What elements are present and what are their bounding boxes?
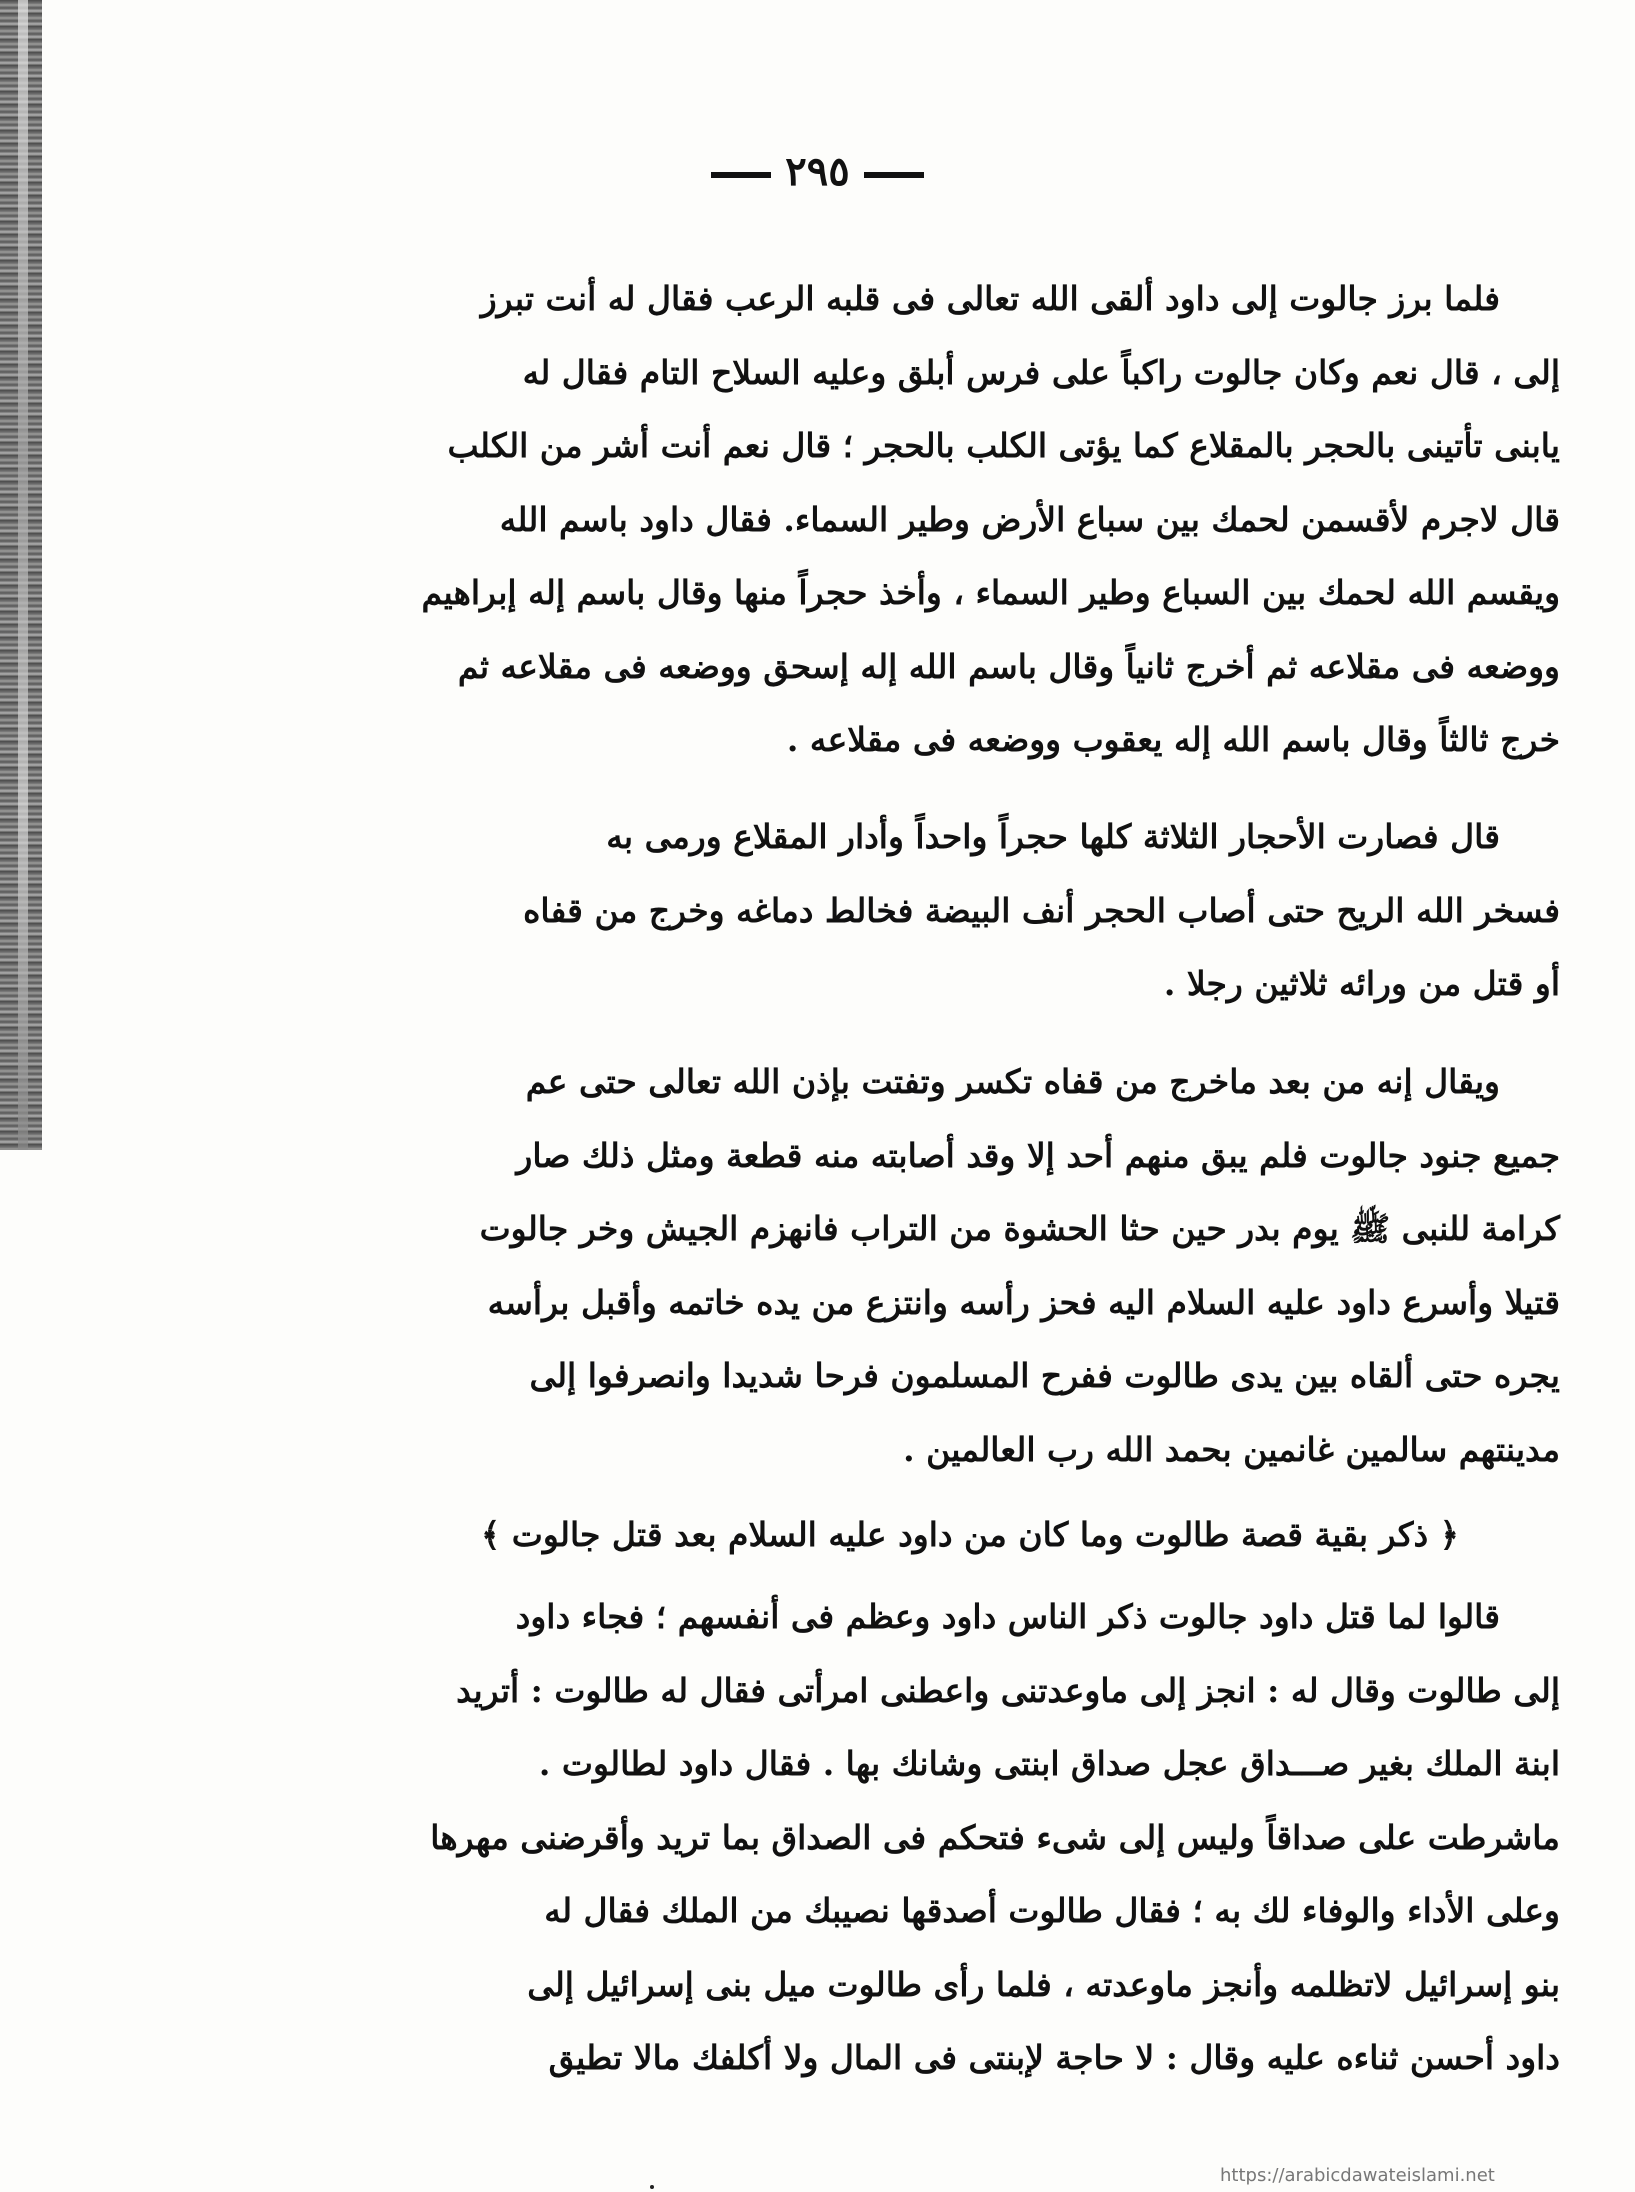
text-line: قال لاجرم لأقسمن لحمك بين سباع الأرض وطير السماء. فقال داود باسم الله — [499, 499, 1560, 539]
page-number-value: ٢٩٥ — [785, 148, 850, 195]
text-line: إلى ، قال نعم وكان جالوت راكباً على فرس أبلق وعليه السلاح التام فقال له — [522, 352, 1560, 392]
text-line: ويقسم الله لحمك بين السباع وطير السماء ، وأخذ حجراً منها وقال باسم إله إبراهيم — [421, 573, 1560, 612]
text-line: مدينتهم سالمين غانمين بحمد الله رب العالمين . — [903, 1429, 1560, 1469]
text-line: ابنة الملك بغير صـــداق عجل صداق ابنتى وشانك بها . فقال داود لطالوت . — [538, 1744, 1560, 1783]
text-line: فسخر الله الريح حتى أصاب الحجر أنف البيضة فخالط دماغه وخرج من قفاه — [523, 890, 1560, 930]
scan-speck — [650, 2185, 654, 2189]
text-line: خرج ثالثاً وقال باسم الله إله يعقوب ووضعه فى مقلاعه . — [786, 720, 1560, 759]
text-line: إلى طالوت وقال له : انجز إلى ماوعدتنى واعطنى امرأتى فقال له طالوت : أتريد — [456, 1670, 1560, 1710]
text-line: يجره حتى ألقاه بين يدى طالوت ففرح المسلمون فرحا شديدا وانصرفوا إلى — [529, 1356, 1560, 1395]
paragraph-4 — [330, 1580, 1560, 2095]
page-number-dash-right — [864, 172, 924, 178]
section-heading: ﴿ ذكر بقية قصة طالوت وما كان من داود عليه السلام بعد قتل جالوت ﴾ — [480, 1515, 1459, 1554]
paragraph-1 — [330, 262, 1560, 777]
page-number — [0, 148, 1635, 195]
text-line: قالوا لما قتل داود جالوت ذكر الناس داود وعظم فى أنفسهم ؛ فجاء داود — [515, 1597, 1500, 1636]
text-line: يابنى تأتينى بالحجر بالمقلاع كما يؤتى الكلب بالحجر ؛ قال نعم أنت أشر من الكلب — [447, 426, 1560, 465]
text-line: جميع جنود جالوت فلم يبق منهم أحد إلا وقد أصابته منه قطعة ومثل ذلك صار — [516, 1135, 1560, 1175]
text-line: ويقال إنه من بعد ماخرج من قفاه تكسر وتفتت بإذن الله تعالى حتى عم — [525, 1062, 1500, 1101]
text-line: ماشرطت على صداقاً وليس إلى شىء فتحكم فى الصداق بما تريد وأقرضنى مهرها — [430, 1817, 1560, 1857]
text-line: ووضعه فى مقلاعه ثم أخرج ثانياً وقال باسم الله إله إسحق ووضعه فى مقلاعه ثم — [457, 646, 1560, 686]
text-line: داود أحسن ثناءه عليه وقال : لا حاجة لإبنتى فى المال ولا أكلفك مالا تطيق — [548, 2038, 1560, 2077]
text-line: بنو إسرائيل لاتظلمه وأنجز ماوعدته ، فلما رأى طالوت ميل بنى إسرائيل إلى — [527, 1964, 1560, 2004]
paragraph-2 — [330, 800, 1560, 1021]
text-line: كرامة للنبى ﷺ يوم بدر حين حثا الحشوة من التراب فانهزم الجيش وخر جالوت — [479, 1209, 1560, 1248]
page-number-dash-left — [711, 172, 771, 178]
paragraph-3 — [330, 1045, 1560, 1486]
text-line: قتيلا وأسرع داود عليه السلام اليه فحز رأسه وانتزع من يده خاتمه وأقبل برأسه — [487, 1282, 1560, 1322]
text-line: أو قتل من ورائه ثلاثين رجلا . — [1163, 964, 1560, 1003]
text-line: قال فصارت الأحجار الثلاثة كلها حجراً واحداً وأدار المقلاع ورمى به — [606, 817, 1500, 856]
text-line: فلما برز جالوت إلى داود ألقى الله تعالى فى قلبه الرعب فقال له أنت تبرز — [480, 279, 1500, 318]
text-line: وعلى الأداء والوفاء لك به ؛ فقال طالوت أصدقها نصيبك من الملك فقال له — [544, 1891, 1560, 1930]
watermark-url: https://arabicdawateislami.net — [1220, 2165, 1495, 2186]
